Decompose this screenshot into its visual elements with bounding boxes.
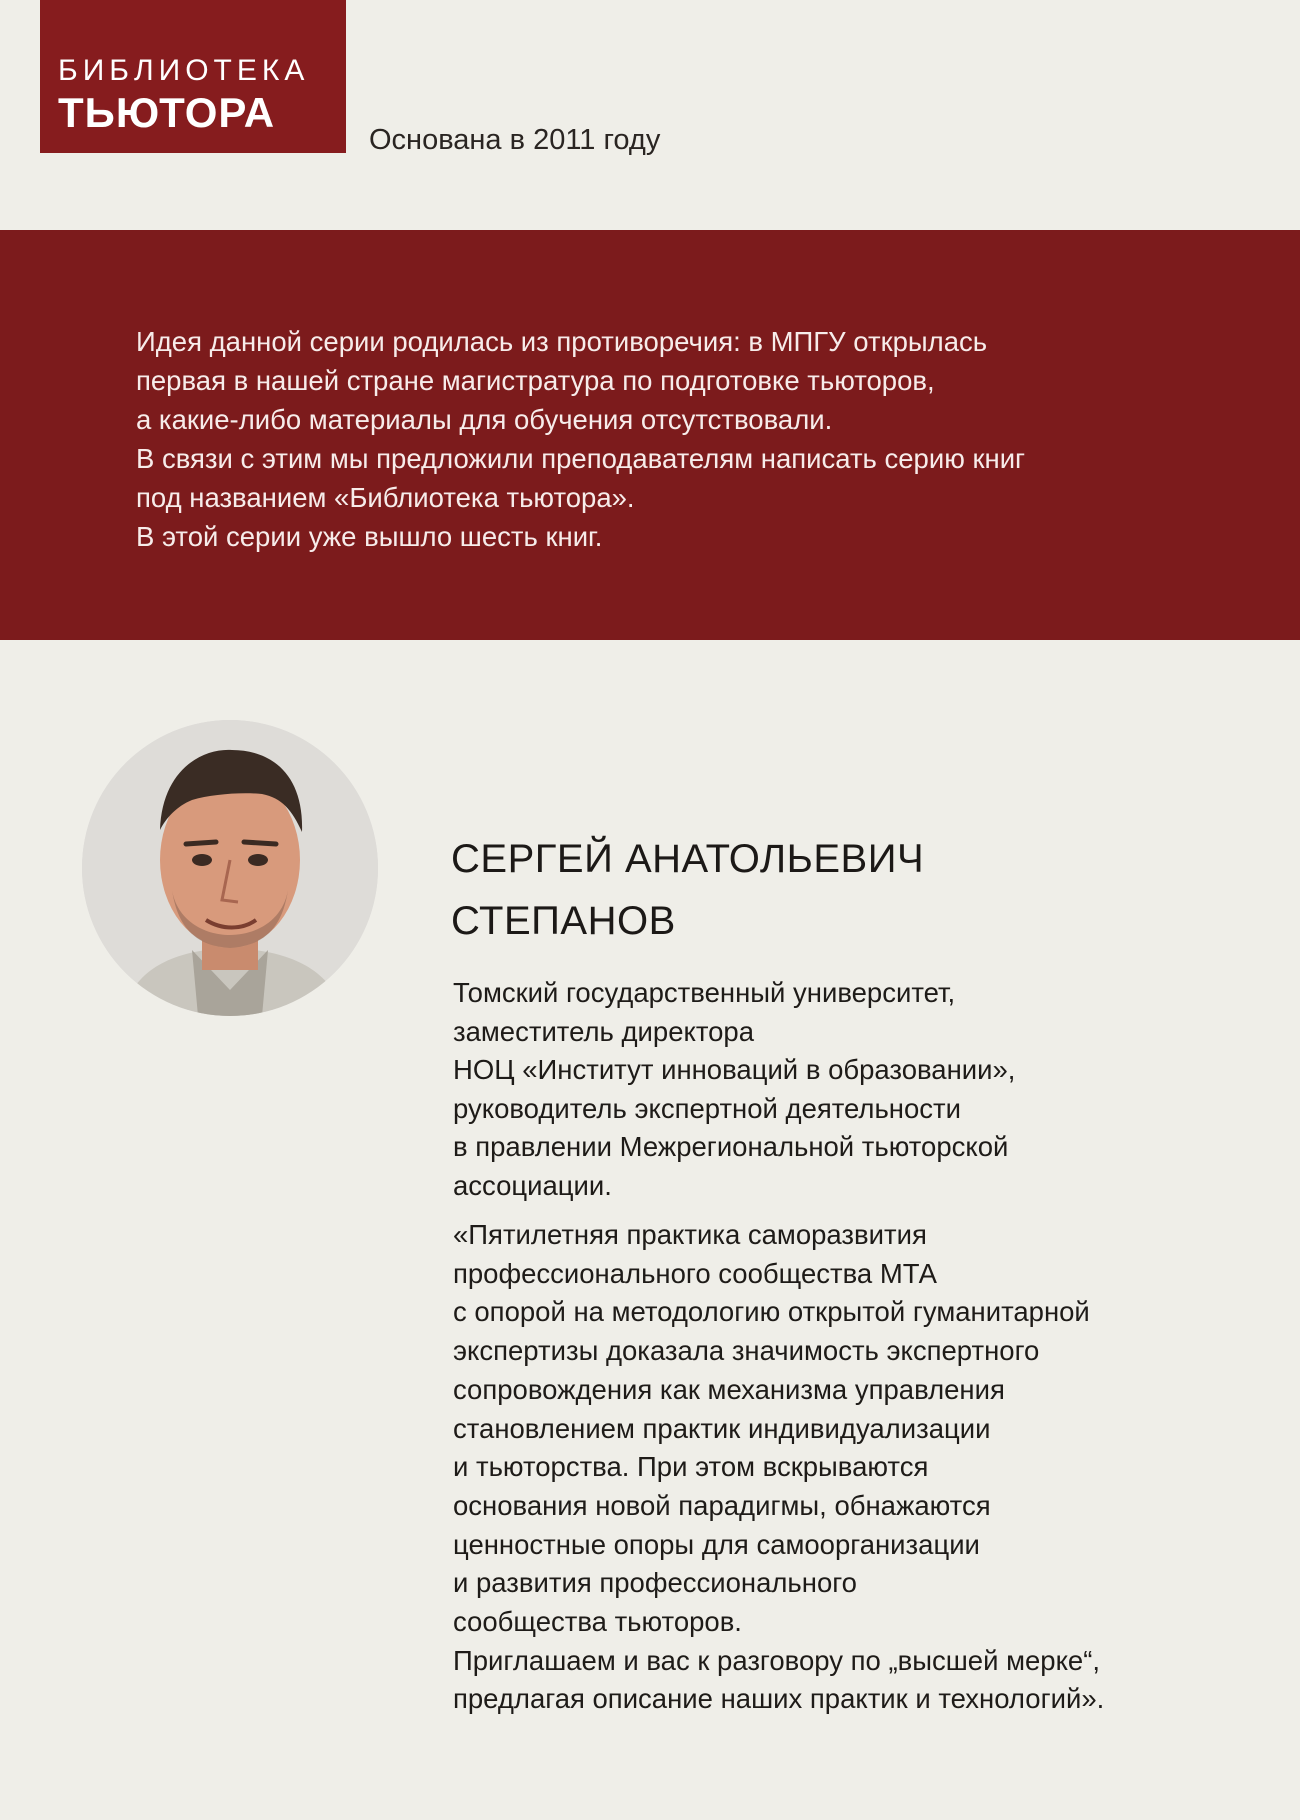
- bio-line: НОЦ «Институт инноваций в образовании»,: [453, 1054, 1016, 1086]
- intro-line: Идея данной серии родилась из противоречия: в МПГУ открылась: [136, 326, 988, 357]
- intro-line: первая в нашей стране магистратура по подготовке тьюторов,: [136, 365, 935, 396]
- quote-line: профессионального сообщества МТА: [453, 1257, 937, 1289]
- quote-line: Приглашаем и вас к разговору по „высшей мерке“,: [453, 1644, 1101, 1676]
- intro-line: а какие-либо материалы для обучения отсутствовали.: [136, 404, 833, 435]
- author-quote: [453, 1216, 1273, 1719]
- quote-line: основания новой парадигмы, обнажаются: [453, 1489, 991, 1521]
- bio-line: в правлении Межрегиональной тьюторской: [453, 1131, 1009, 1163]
- bio-line: Томский государственный университет,: [453, 977, 956, 1008]
- author-name-line-1: СЕРГЕЙ АНАТОЛЬЕВИЧ: [451, 837, 925, 881]
- logo-line-1: БИБЛИОТЕКА: [58, 54, 310, 87]
- quote-line: «Пятилетняя практика саморазвития: [453, 1219, 927, 1250]
- author-name-line-2: СТЕПАНОВ: [451, 899, 676, 943]
- quote-line: экспертизы доказала значимость экспертного: [453, 1335, 1040, 1367]
- quote-line: с опорой на методологию открытой гуманитарной: [453, 1296, 1090, 1328]
- bio-line: ассоциации.: [453, 1169, 612, 1201]
- quote-line: становлением практик индивидуализации: [453, 1412, 991, 1444]
- author-bio: [453, 974, 1253, 1206]
- quote-line: предлагая описание наших практик и технологий».: [453, 1683, 1105, 1715]
- founded-note: Основана в 2011 году: [369, 124, 661, 156]
- bio-line: заместитель директора: [453, 1015, 754, 1047]
- quote-line: и развития профессионального: [453, 1567, 857, 1599]
- author-photo: [82, 720, 378, 1016]
- intro-line: под названием «Библиотека тьютора».: [136, 482, 635, 513]
- quote-line: сообщества тьюторов.: [453, 1606, 742, 1638]
- quote-line: сопровождения как механизма управления: [453, 1373, 1005, 1405]
- series-intro-text: [136, 322, 1236, 556]
- series-logo: [40, 0, 346, 153]
- intro-line: В этой серии уже вышло шесть книг.: [136, 521, 603, 552]
- author-name: [451, 828, 924, 952]
- bio-line: руководитель экспертной деятельности: [453, 1092, 961, 1124]
- logo-line-2: ТЬЮТОРА: [58, 89, 276, 136]
- quote-line: и тьюторства. При этом вскрываются: [453, 1451, 929, 1483]
- quote-line: ценностные опоры для самоорганизации: [453, 1528, 980, 1560]
- intro-line: В связи с этим мы предложили преподавателям написать серию книг: [136, 443, 1026, 474]
